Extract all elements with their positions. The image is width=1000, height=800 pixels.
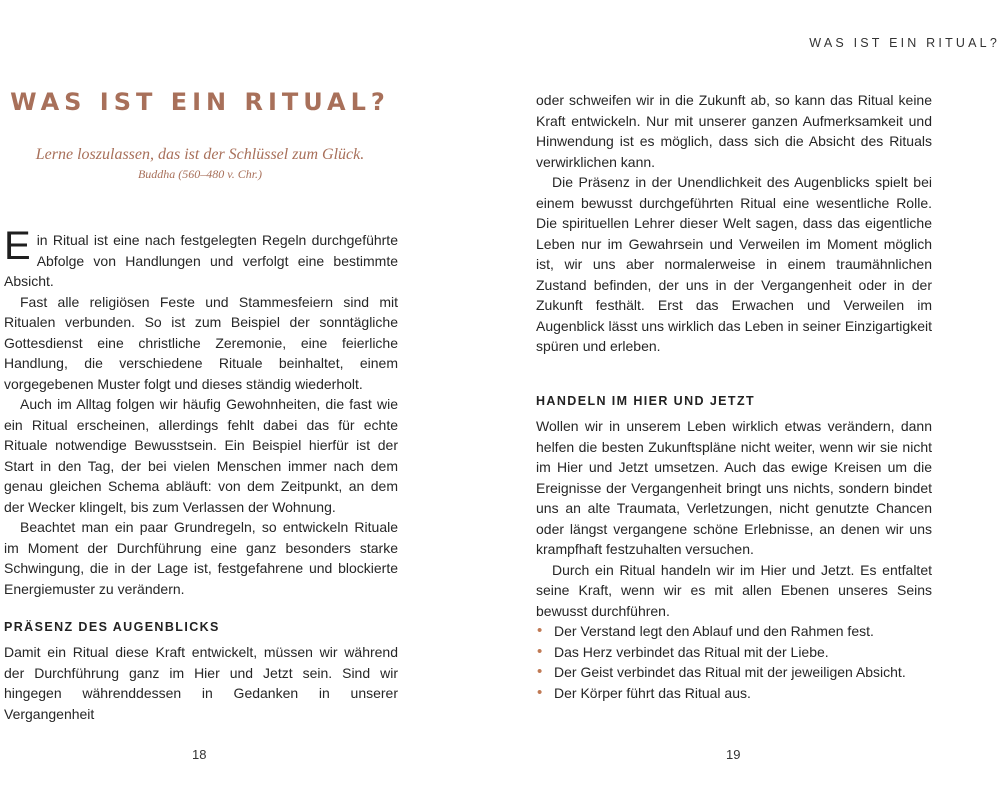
right-page (500, 0, 1000, 800)
list-item (536, 642, 932, 663)
list-item (536, 662, 932, 683)
paragraph: Fast alle religiösen Feste und Stammesfeiern sind mit Ritualen verbunden. So ist zum Beispiel der sonntägliche Gottesdienst eine christliche Zeremonie, eine feierliche Handlung, die verschiedene Rituale beinhaltet, einem vorgegebenen Muster folgt und dieses ständig wiederholt. (4, 293, 398, 392)
epigraph-quote: Lerne loszulassen, das ist der Schlüssel zum Glück. (35, 146, 365, 163)
page-number: 18 (192, 747, 207, 762)
bullet-list (536, 621, 932, 703)
epigraph (0, 145, 400, 183)
bullet-icon: • (537, 622, 543, 639)
paragraph: Beachtet man ein paar Grundregeln, so entwickeln Rituale im Moment der Durchführung eine ganz besonders starke Schwingung, die in der Lage ist, festgefahrene und blockierte Energiemuster zu verändern. (4, 519, 398, 597)
bullet-icon: • (537, 642, 543, 660)
paragraph: Auch im Alltag folgen wir häufig Gewohnheiten, die fast wie ein Ritual erscheinen, allerdings fehlt dabei das für echte Rituale notwendige Bewusstsein. Ein Beispiel hierfür ist der Start in den Tag, der bei vielen Menschen immer nach dem genau gleichen Schema abläuft: von dem Zeitpunkt, an dem der Wecker klingelt, bis zum Verlassen der Wohnung. (4, 396, 398, 515)
epigraph-attribution: Buddha (560–480 v. Chr.) (137, 167, 263, 181)
page-number: 19 (726, 747, 741, 762)
paragraph: Durch ein Ritual handeln wir im Hier und Jetzt. Es entfaltet seine Kraft, wenn wir es mit allen Ebenen unseres Seins bewusst durchführen. (536, 561, 932, 619)
left-body-text-2 (4, 642, 398, 724)
list-item (536, 683, 932, 704)
section-heading: PRÄSENZ DES AUGENBLICKS (4, 620, 220, 634)
list-item-text: Der Körper führt das Ritual aus. (554, 684, 751, 701)
section-heading: HANDELN IM HIER UND JETZT (536, 394, 756, 408)
paragraph: oder schweifen wir in die Zukunft ab, so kann das Ritual keine Kraft entwickeln. Nur mit unserer ganzen Aufmerksamkeit und Hinwendung ist es möglich, dass sich die Absicht des Rituals verwirklichen kann. (536, 92, 932, 170)
list-item-text: Der Geist verbindet das Ritual mit der jeweiligen Absicht. (554, 664, 906, 680)
paragraph: Damit ein Ritual diese Kraft entwickelt, müssen wir während der Durchführung ganz im Hier und Jetzt sein. Sind wir hingegen währenddessen in Gedanken in unserer Vergangenheit (4, 644, 398, 722)
chapter-title: WAS IST EIN RITUAL? (10, 88, 390, 116)
paragraph: Die Präsenz in der Unendlichkeit des Augenblicks spielt bei einem bewusst durchgeführten Ritual eine wesentliche Rolle. Die spirituellen Lehrer dieser Welt sagen, dass das eigentliche Leben nur im Gewahrsein und Verweilen im Moment möglich ist, wir uns aber normalerweise in einem traumähnlichen Zustand befinden, der uns in der Vergangenheit oder in der Zukunft festhält. Erst das Erwachen und Verweilen im Augenblick lässt uns wirklich das Leben in seiner Einzigartigkeit spüren und erleben. (536, 174, 932, 354)
drop-cap: E (4, 224, 31, 268)
left-body-text (4, 218, 398, 599)
right-body-text-2 (536, 416, 932, 703)
list-item (536, 621, 932, 642)
list-item-text: Das Herz verbindet das Ritual mit der Liebe. (554, 643, 829, 660)
running-head: WAS IST EIN RITUAL? (809, 36, 1000, 50)
list-item-text: Der Verstand legt den Ablauf und den Rahmen fest. (554, 623, 874, 639)
bullet-icon: • (537, 663, 543, 680)
paragraph: Wollen wir in unserem Leben wirklich etwas verändern, dann helfen die besten Zukunftspläne nicht weiter, wenn wir sie nicht im Hier und Jetzt umsetzen. Auch das ewige Kreisen um die Ereignisse der Vergangenheit bringt uns nichts, sondern bindet uns an alte Traumata, Verletzungen, nicht genutzte Chancen oder längst vergangene schöne Erlebnisse, an denen wir uns krampfhaft festzuhalten versuchen. (536, 418, 932, 557)
paragraph-intro (4, 218, 398, 292)
paragraph-intro-text: in Ritual ist eine nach festgelegten Regeln durchgeführte Abfolge von Handlungen und verfolgt eine bestimmte Absicht. (4, 232, 398, 289)
right-body-text (536, 90, 932, 357)
bullet-icon: • (537, 683, 543, 701)
